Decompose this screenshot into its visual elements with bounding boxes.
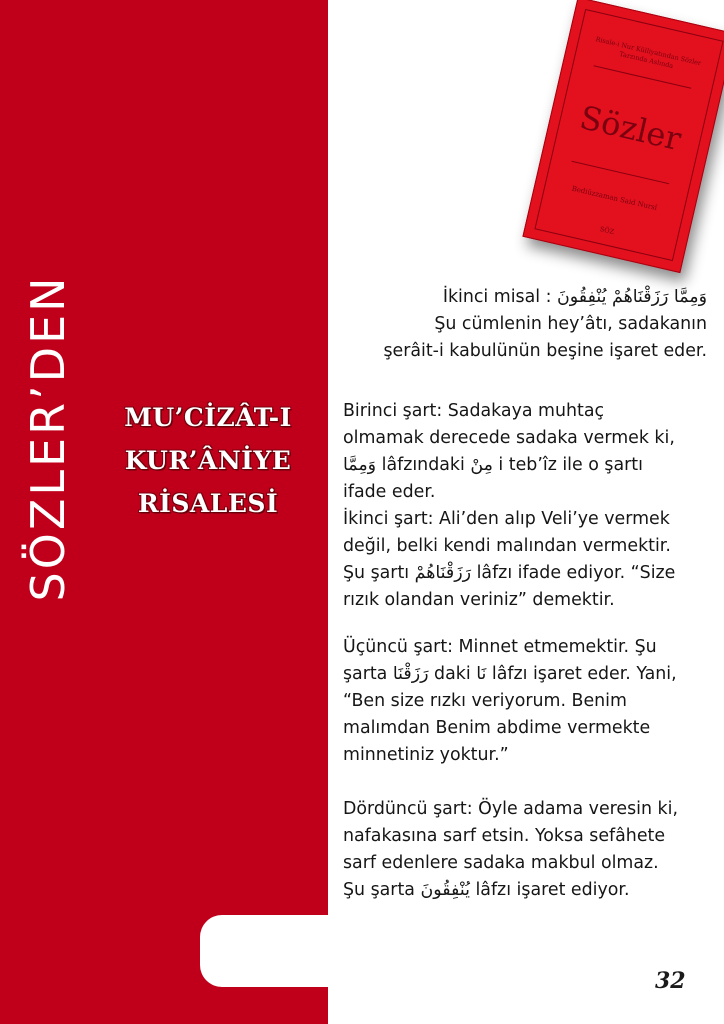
- text-line: sarf edenlere sadaka makbul olmaz.: [343, 853, 659, 873]
- arabic-phrase: مِنْ: [470, 455, 493, 475]
- text-line: ifade eder.: [343, 482, 436, 502]
- text-line: malımdan Benim abdime vermekte: [343, 718, 651, 738]
- text-line: minnetiniz yoktur.”: [343, 745, 509, 765]
- text-segment: daki: [428, 664, 477, 684]
- text-line: [343, 661, 677, 688]
- text-line: değil, belki kendi malından vermektir.: [343, 536, 671, 556]
- text-segment: i teb’îz ile o şartı: [492, 455, 643, 475]
- text-line: Üçüncü şart: Minnet etmemektir. Şu: [343, 637, 657, 657]
- book-cover-frame: [534, 9, 723, 261]
- paragraph-second-condition: [343, 506, 675, 614]
- intro-text: İkinci misal :: [442, 287, 558, 307]
- book-author: Bediüzzaman Said Nursî: [570, 184, 658, 213]
- text-segment: Şu şartı: [343, 563, 415, 583]
- book-divider: [572, 161, 670, 184]
- text-line: İkinci şart: Ali’den alıp Veli’ye vermek: [343, 509, 670, 529]
- text-segment: Şu şarta: [343, 880, 421, 900]
- arabic-phrase: رَزَقْنَا: [392, 664, 429, 684]
- risale-title: [82, 396, 334, 525]
- intro-paragraph: [383, 284, 707, 365]
- text-segment: lâfzı işaret ediyor.: [469, 880, 630, 900]
- vertical-section-title: SÖZLER’DEN: [21, 274, 75, 602]
- intro-line: [383, 284, 707, 311]
- text-segment: lâfzı işaret eder. Yani,: [486, 664, 677, 684]
- paragraph-fourth-condition: [343, 796, 678, 904]
- text-line: “Ben size rızkı veriyorum. Benim: [343, 691, 627, 711]
- paragraph-first-condition: [343, 398, 675, 506]
- text-line: [343, 452, 675, 479]
- arabic-phrase: يُنْفِقُونَ: [420, 880, 470, 900]
- intro-line: Şu cümlenin hey’âtı, sadakanın: [434, 314, 707, 334]
- text-segment: şarta: [343, 664, 393, 684]
- text-line: [343, 877, 678, 904]
- book-subtitle: Risale-i Nur Külliyatından Sözler Tarzında Aslında: [594, 35, 702, 71]
- arabic-phrase: وَمِمَّا رَزَقْنَاهُمْ يُنْفِقُونَ: [557, 287, 707, 307]
- intro-line: şerâit-i kabulünün beşine işaret eder.: [383, 341, 707, 361]
- risale-title-line: KUR’ÂNİYE: [124, 446, 292, 475]
- book-title: Sözler: [576, 98, 685, 159]
- paragraph-third-condition: [343, 634, 677, 769]
- risale-title-line: RİSALESİ: [137, 489, 279, 518]
- text-line: Birinci şart: Sadakaya muhtaç: [343, 401, 605, 421]
- text-segment: lâfzı ifade ediyor. “Size: [471, 563, 676, 583]
- arabic-phrase: وَمِمَّا: [343, 455, 377, 475]
- arabic-phrase: رَزَقْنَاهُمْ: [414, 563, 472, 583]
- text-line: nafakasına sarf etsin. Yoksa sefâhete: [343, 826, 666, 846]
- text-segment: lâfzındaki: [376, 455, 471, 475]
- book-publisher: SÖZ: [599, 224, 615, 236]
- text-line: [343, 560, 675, 587]
- book-cover-image: [522, 0, 724, 273]
- text-line: Dördüncü şart: Öyle adama veresin ki,: [343, 799, 678, 819]
- arabic-phrase: نَا: [476, 664, 487, 684]
- text-line: olmamak derecede sadaka vermek ki,: [343, 428, 675, 448]
- risale-title-line: MU’CİZÂT-I: [124, 403, 292, 432]
- text-line: rızık olandan veriniz” demektir.: [343, 590, 615, 610]
- page-number-tab: [200, 915, 328, 987]
- page-number: 32: [655, 968, 686, 994]
